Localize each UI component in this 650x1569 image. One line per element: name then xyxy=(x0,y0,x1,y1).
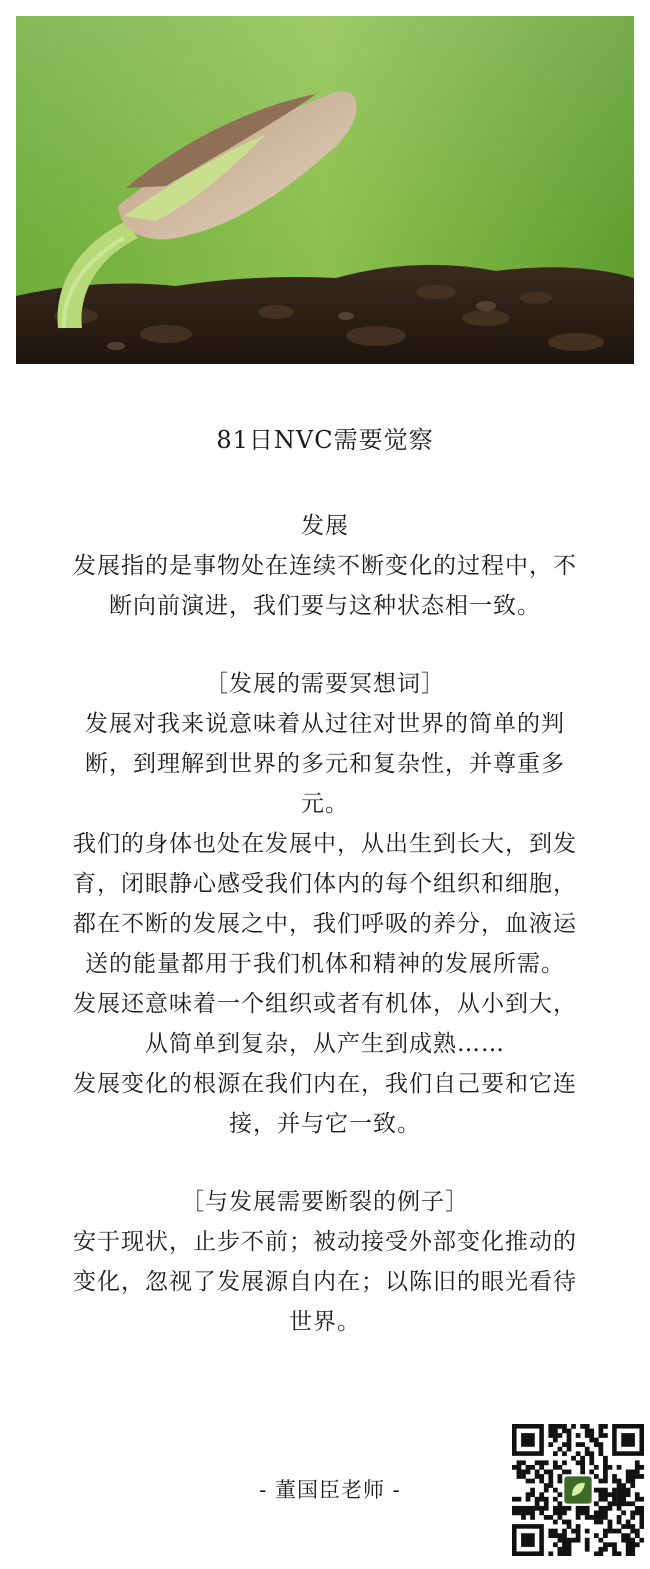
page-title: 81日NVC需要觉察 xyxy=(216,426,434,454)
meditation-paragraph: 我们的身体也处在发展中，从出生到长大，到发育，闭眼静心感受我们体内的每个组织和细胞，都在不断的发展之中，我们呼吸的养分，血液运送的能量都用于我们机体和精神的发展所需。 xyxy=(73,831,577,977)
intro-paragraph: 发展指的是事物处在连续不断变化的过程中，不断向前演进，我们要与这种状态相一致。 xyxy=(73,553,577,619)
meditation-paragraph: 发展对我来说意味着从过往对世界的简单的判断，到理解到世界的多元和复杂性，并尊重多元。 xyxy=(85,711,565,817)
intro-heading: 发展 xyxy=(301,513,349,539)
examples-heading: ［与发展需要断裂的例子］ xyxy=(181,1189,469,1215)
meditation-paragraph: 发展还意味着一个组织或者有机体，从小到大，从简单到复杂，从产生到成熟…… xyxy=(73,991,577,1057)
author-signature: - 董国臣老师 - xyxy=(259,1478,401,1502)
hero-image-sprouting-seed xyxy=(16,16,634,364)
examples-paragraph: 安于现状，止步不前；被动接受外部变化推动的变化，忽视了发展源自内在；以陈旧的眼光看待世界。 xyxy=(73,1229,577,1335)
meditation-heading: ［发展的需要冥想词］ xyxy=(205,671,445,697)
intro-section xyxy=(70,506,580,626)
meditation-section xyxy=(70,664,580,1144)
qr-code-icon xyxy=(512,1424,644,1556)
meditation-paragraph: 发展变化的根源在我们内在，我们自己要和它连接，并与它一致。 xyxy=(73,1071,577,1137)
examples-section xyxy=(70,1182,580,1342)
article-body xyxy=(70,420,580,1380)
